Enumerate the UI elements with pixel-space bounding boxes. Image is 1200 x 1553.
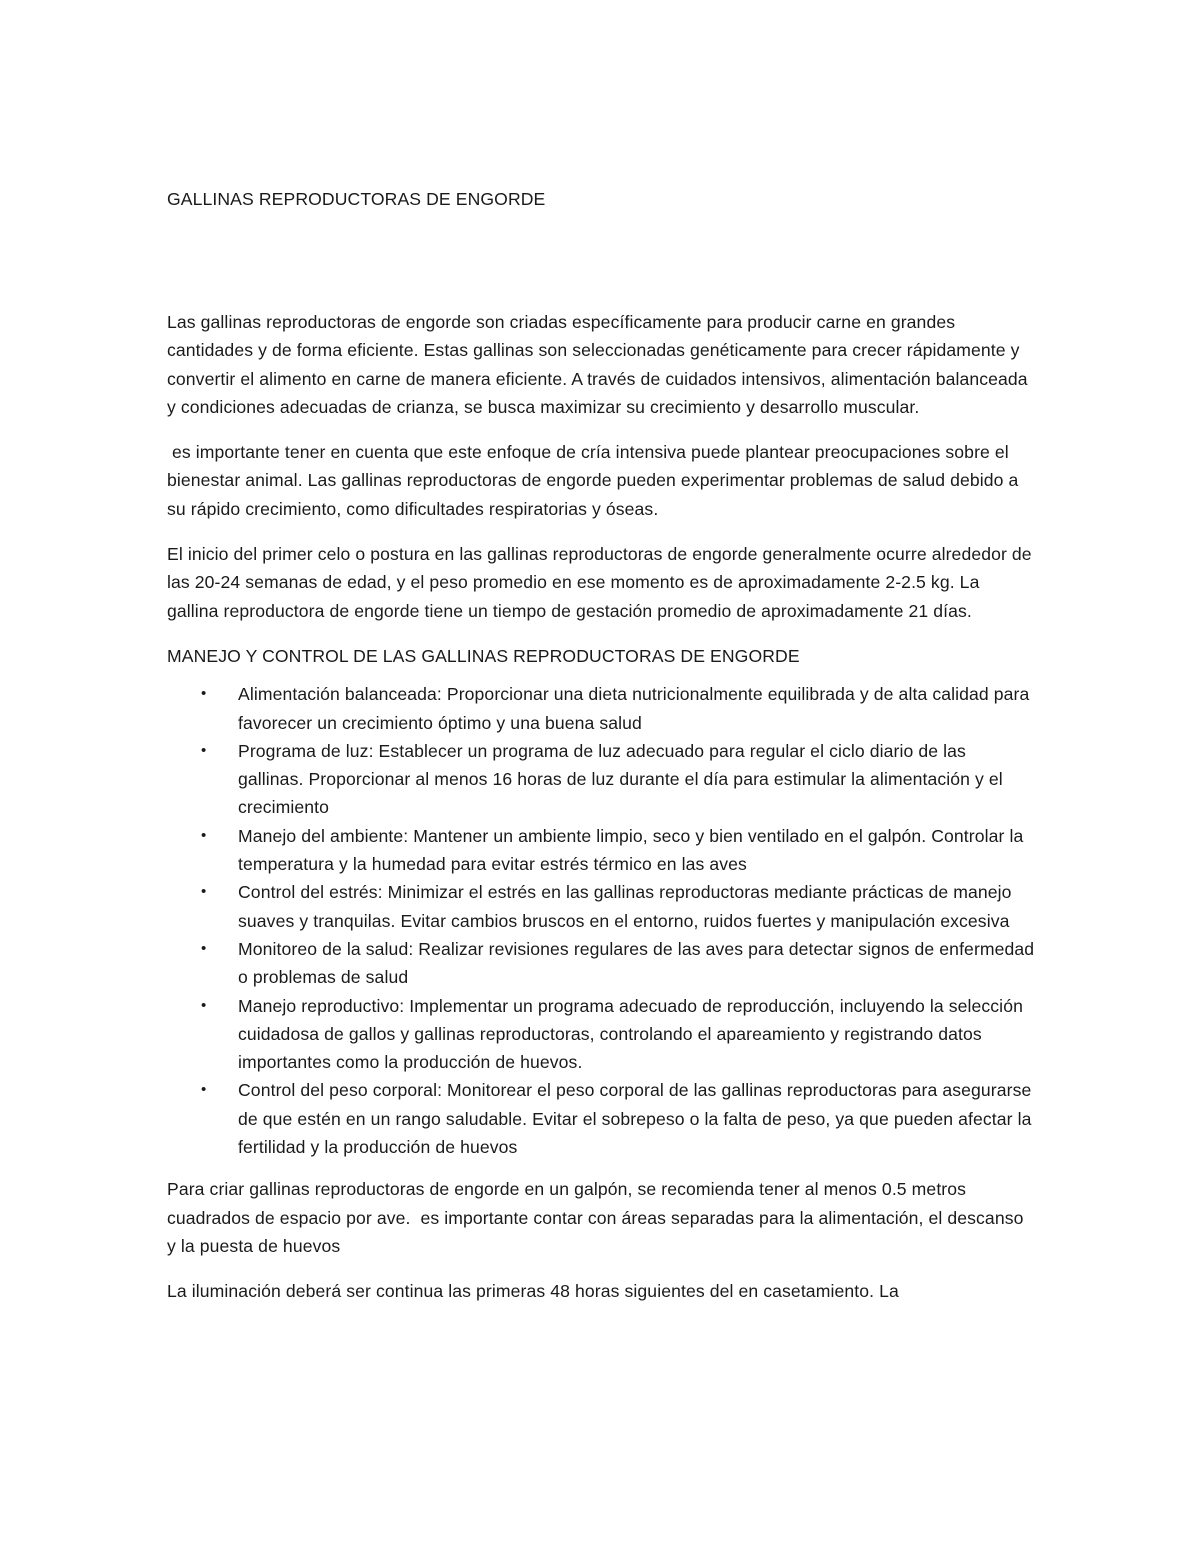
list-item [167,1076,1035,1161]
list-item-text: Manejo reproductivo: Implementar un programa adecuado de reproducción, incluyendo la selección cuidadosa de gallos y gallinas reproductoras, controlando el apareamiento y registrando datos importantes como la producción de huevos. [238,995,1023,1073]
bullet-icon: • [201,996,207,1014]
bullet-icon: • [201,741,207,759]
bullet-icon: • [201,1081,207,1099]
bullet-icon: • [201,826,207,844]
list-item [167,935,1035,992]
list-item-text: Alimentación balanceada: Proporcionar una dieta nutricionalmente equilibrada y de alta calidad para favorecer un crecimiento óptimo y una buena salud [238,684,1030,733]
list-item-text: Programa de luz: Establecer un programa de luz adecuado para regular el ciclo diario de las gallinas. Proporcionar al menos 16 horas de luz durante el día para estimular la alimentación y el crecimiento [238,740,1003,818]
space-paragraph: Para criar gallinas reproductoras de engorde en un galpón, se recomienda tener al menos 0.5 metros cuadrados de espacio por ave. es importante contar con áreas separadas para la alimentación, el descanso y la puesta de huevos [167,1179,1029,1256]
bullet-icon: • [201,883,207,901]
list-item-text: Monitoreo de la salud: Realizar revisiones regulares de las aves para detectar signos de enfermedad o problemas de salud [238,938,1035,988]
welfare-paragraph: es importante tener en cuenta que este enfoque de cría intensiva puede plantear preocupaciones sobre el bienestar animal. Las gallinas reproductoras de engorde pueden experimentar problemas de salud debido a su rápido crecimiento, como dificultades respiratorias y óseas. [167,442,1024,519]
section-heading: MANEJO Y CONTROL DE LAS GALLINAS REPRODUCTORAS DE ENGORDE [167,645,800,666]
list-item-text: Control del peso corporal: Monitorear el peso corporal de las gallinas reproductoras para asegurarse de que estén en un rango saludable. Evitar el sobrepeso o la falta de peso, ya que pueden afectar la fertilidad y la producción de huevos [238,1080,1032,1158]
list-item [167,878,1035,935]
list-item [167,737,1035,822]
bullet-icon: • [201,939,207,957]
management-list [167,680,1035,1161]
list-item-text: Manejo del ambiente: Mantener un ambiente limpio, seco y bien ventilado en el galpón. Controlar la temperatura y la humedad para evitar estrés térmico en las aves [238,825,1024,875]
list-item-text: Control del estrés: Minimizar el estrés en las gallinas reproductoras mediante prácticas de manejo suaves y tranquilas. Evitar cambios bruscos en el entorno, ruidos fuertes y manipulación excesiva [238,882,1012,931]
document-body [167,188,1035,1323]
list-item [167,822,1035,879]
document-title: GALLINAS REPRODUCTORAS DE ENGORDE [167,189,546,209]
lighting-paragraph: La iluminación deberá ser continua las primeras 48 horas siguientes del en casetamiento. La [167,1281,899,1302]
list-item [167,992,1035,1077]
bullet-icon: • [201,685,207,703]
list-item [167,680,1035,737]
intro-paragraph: Las gallinas reproductoras de engorde son criadas específicamente para producir carne en grandes cantidades y de forma eficiente. Estas gallinas son seleccionadas genéticamente para crecer rápidamente y convertir el alimento en carne de manera eficiente. A través de cuidados intensivos, alimentación balanceada y condiciones adecuadas de crianza, se busca maximizar su crecimiento y desarrollo muscular. [167,312,1028,417]
laying-onset-paragraph: El inicio del primer celo o postura en las gallinas reproductoras de engorde generalmente ocurre alrededor de las 20-24 semanas de edad, y el peso promedio en ese momento es de aproximadamente 2-2.5 kg. La gallina reproductora de engorde tiene un tiempo de gestación promedio de aproximadamente 21 días. [167,544,1032,621]
